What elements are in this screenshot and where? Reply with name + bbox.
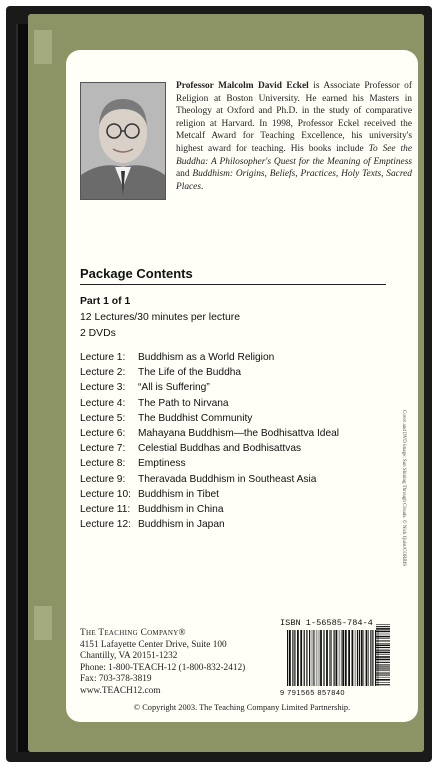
- lecture-number: Lecture 11:: [80, 504, 131, 515]
- lecture-row: [80, 489, 219, 500]
- lecture-number: Lecture 6:: [80, 428, 126, 439]
- lecture-number: Lecture 2:: [80, 367, 126, 379]
- lecture-number: Lecture 5:: [80, 412, 126, 424]
- lecture-number: Lecture 7:: [80, 443, 126, 455]
- lecture-number: Lecture 4:: [80, 397, 126, 409]
- dvd-count: 2 DVDs: [80, 328, 116, 339]
- lecture-number: Lecture 1:: [80, 352, 126, 363]
- lecture-title: Emptiness: [138, 458, 186, 470]
- professor-name: Professor Malcolm David Eckel: [176, 81, 309, 91]
- website: www.TEACH12.com: [80, 685, 161, 696]
- lecture-row: [80, 413, 252, 424]
- isbn-label: ISBN 1-56585-784-4: [280, 618, 373, 628]
- professor-photo: [80, 82, 166, 200]
- heading-rule: [80, 284, 386, 285]
- book-title-1: To See the Buddha: A Philosopher's Quest for the Meaning of Emptiness: [176, 143, 412, 167]
- case-tab-bottom: [34, 606, 52, 640]
- lecture-row: [80, 352, 274, 363]
- lecture-title: Theravada Buddhism in Southeast Asia: [138, 473, 317, 485]
- bio-and: and: [176, 169, 193, 180]
- part-label: Part 1 of 1: [80, 296, 131, 307]
- lecture-title: Buddhism in China: [138, 504, 224, 515]
- lecture-row: [80, 458, 186, 469]
- lecture-title: Buddhism as a World Religion: [138, 352, 275, 363]
- bio-end: .: [201, 181, 204, 192]
- lecture-title: Buddhism in Japan: [138, 519, 225, 531]
- lecture-row: [80, 367, 241, 378]
- lecture-number: Lecture 12:: [80, 519, 131, 531]
- lecture-number: Lecture 9:: [80, 473, 126, 485]
- lecture-title: The Buddhist Community: [138, 412, 253, 424]
- barcode: [280, 630, 386, 686]
- image-credit: Cover and DVD image: Sun Shining Through Clouds. © Nick Quist/CORBIS: [401, 410, 406, 567]
- phone-number: Phone: 1-800-TEACH-12 (1-800-832-2412): [80, 662, 246, 673]
- lecture-title: The Path to Nirvana: [138, 397, 229, 409]
- barcode-number: 9 791565 857840: [280, 688, 346, 697]
- lecture-title: Buddhism in Tibet: [138, 488, 219, 500]
- company-name: The Teaching Company®: [80, 628, 186, 638]
- lecture-number: Lecture 8:: [80, 458, 126, 470]
- lecture-title: “All is Suffering”: [138, 382, 210, 394]
- copyright-notice: © Copyright 2003. The Teaching Company Limited Partnership.: [133, 703, 351, 712]
- lecture-title: Celestial Buddhas and Bodhisattvas: [138, 443, 302, 455]
- lecture-row: [80, 504, 224, 515]
- lectures-info: 12 Lectures/30 minutes per lecture: [80, 312, 240, 323]
- lecture-row: [80, 398, 229, 409]
- lecture-row: [80, 382, 210, 393]
- publisher-address: [80, 628, 245, 698]
- lecture-title: The Life of the Buddha: [138, 367, 242, 379]
- lecture-row: [80, 474, 316, 485]
- lecture-row: [80, 519, 225, 530]
- professor-bio: [176, 80, 412, 193]
- package-contents-heading: Package Contents: [80, 266, 193, 281]
- bio-text: is Associate Professor of Religion at Boston University. He earned his Masters in Theology at Oxford and Ph.D. in the study of comparative religion at Harvard. In 1998, Professor Eckel received the Metcalf Award for Teaching Excellence, his university's highest award for teaching. His books include: [176, 81, 412, 154]
- lecture-number: Lecture 10:: [80, 488, 131, 500]
- lecture-title: Mahayana Buddhism—the Bodhisattva Ideal: [138, 428, 340, 439]
- case-tab-top: [34, 30, 52, 64]
- addon-barcode: [376, 622, 402, 688]
- street-address: 4151 Lafayette Center Drive, Suite 100: [80, 639, 227, 650]
- back-cover-panel: [66, 50, 418, 722]
- fax-number: Fax: 703-378-3819: [80, 674, 152, 685]
- lecture-row: [80, 428, 339, 439]
- lecture-number: Lecture 3:: [80, 382, 126, 394]
- book-title-2: Buddhism: Origins, Beliefs, Practices, Holy Texts, Sacred Places: [176, 169, 412, 192]
- lecture-row: [80, 443, 301, 454]
- city-address: Chantilly, VA 20151-1232: [80, 651, 178, 662]
